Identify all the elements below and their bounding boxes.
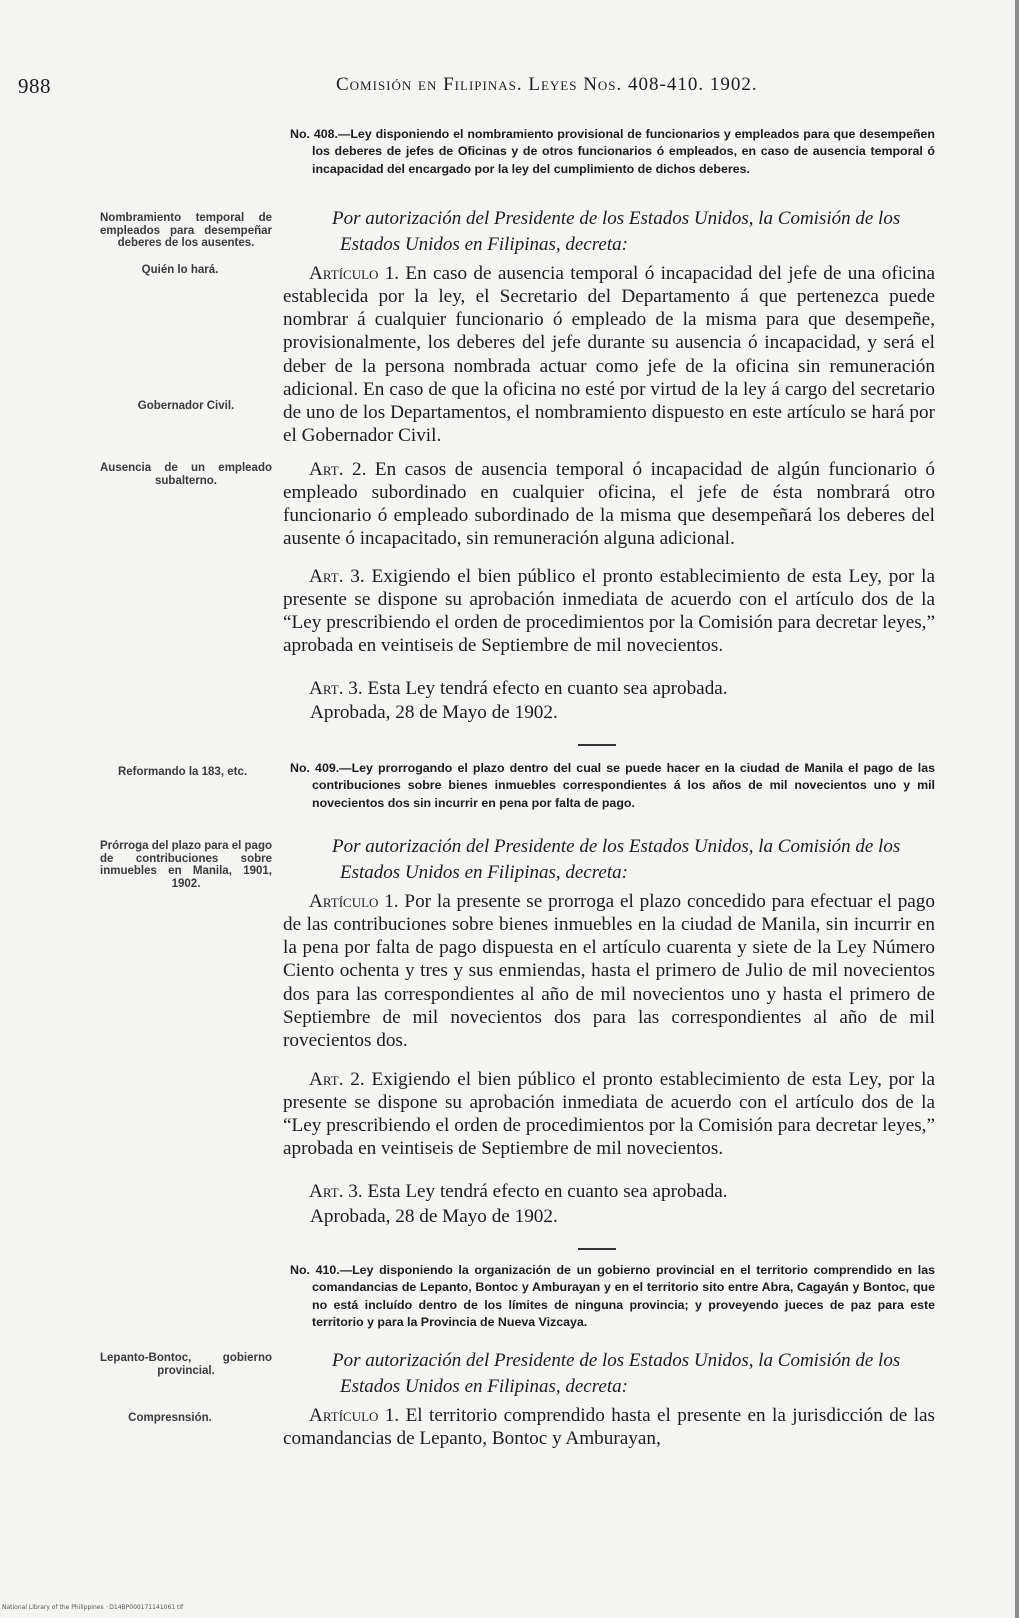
margin-note-civil-governor: Gobernador Civil. — [137, 400, 235, 412]
section-divider — [578, 1248, 616, 1250]
article-text: Por la presente se prorroga el plazo concedido para efectuar el pago de las contribuciones sobre bienes inmuebles en la ciudad de Manila, sin incurrir en la pena por falta de pago dispuesta en el artículo cuarenta y siete de la Ley Número Ciento ochenta y tres y sus enmiendas, hasta el primero de Julio de mil novecientos dos para las correspondientes al año de mil novecientos uno y hasta el primero de Septiembre de mil novecientos dos para las correspondientes al año de mil rovecientos dos. — [283, 891, 935, 1051]
article-lead: Artículo 1. — [309, 263, 400, 284]
article-lead: Art. 3. — [309, 566, 365, 587]
article-lead: Artículo 1. — [309, 1405, 400, 1426]
law-409-article-3 — [283, 1180, 935, 1203]
law-408-decree: Por autorización del Presidente de los Estados Unidos, la Comisión de los Estados Unidos en Filipinas, decreta: — [332, 208, 901, 255]
law-409-decree: Por autorización del Presidente de los Estados Unidos, la Comisión de los Estados Unidos en Filipinas, decreta: — [332, 836, 901, 883]
law-408-article-3b — [283, 677, 935, 700]
article-text: Exigiendo el bien público el pronto establecimiento de esta Ley, por la presente se dispone su aprobación inmediata de acuerdo con el artículo dos de la “Ley prescribiendo el orden de procedimientos por la Comisión para decretar leyes,” aprobada en veintiseis de Septiembre de mil novecientos. — [283, 1069, 935, 1160]
margin-note-who: Quién lo hará. — [141, 264, 219, 276]
margin-note-subordinate-absence: Ausencia de un empleado subalterno. — [100, 462, 272, 487]
law-408-article-2 — [283, 458, 935, 551]
article-lead: Art. 2. — [309, 459, 367, 480]
law-408-article-3 — [283, 565, 935, 658]
page-number: 988 — [18, 74, 51, 98]
article-text: En caso de ausencia temporal ó incapacidad del jefe de una oficina establecida por la ley, el Secretario del Departamento á que pertenezca puede nombrar á cualquier funcionario ó empleado de la misma para que desempeñe, provisionalmente, los deberes del jefe durante su ausencia ó incapacidad, y será el deber de la persona nombrada actuar como jefe de la oficina sin remuneración adicional. En caso de que la oficina no esté por virtud de la ley á cargo del secretario de uno de los Departamentos, el nombramiento dispuesto en este artículo se hará por el Gobernador Civil. — [283, 263, 936, 447]
article-text: Esta Ley tendrá efecto en cuanto sea aprobada. — [362, 1181, 728, 1202]
law-409-article-1 — [283, 890, 935, 1052]
law-408-heading: No. 408.—Ley disponiendo el nombramiento provisional de funcionarios y empleados para que desempeñen los deberes de jefes de Oficinas y de otros funcionarios ó empleados, en caso de ausencia temporal ó incapacidad del encargado por la ley del cumplimiento de dichos deberes. — [290, 127, 935, 176]
running-title: Comisión en Filipinas. Leyes Nos. 408-410. 1902. — [336, 74, 758, 95]
section-divider — [578, 744, 616, 746]
article-text: El territorio comprendido hasta el presente en la jurisdicción de las comandancias de Lepanto, Bontoc y Amburayan, — [283, 1405, 936, 1450]
scan-footer: National Library of the Philippines · D14BP000171141061 tif — [2, 1604, 184, 1611]
law-408-approved: Aprobada, 28 de Mayo de 1902. — [310, 702, 558, 723]
margin-note-comprehension: Compresnsión. — [128, 1412, 212, 1424]
margin-note-amending-183: Reformando la 183, etc. — [117, 766, 248, 778]
margin-note-temporary-appointment: Nombramiento temporal de empleados para desempeñar deberes de los ausentes. — [100, 212, 272, 250]
article-lead: Art. 2. — [309, 1069, 365, 1090]
law-410-heading: No. 410.—Ley disponiendo la organización de un gobierno provincial en el territorio comprendido en las comandancias de Lepanto, Bontoc y Amburayan y en el territorio sito entre Abra, Cagayán y Bontoc, que no está incluído dentro de los límites de ninguna provincia; y proveyendo jueces de paz para este territorio y para la Provincia de Nueva Vizcaya. — [290, 1263, 935, 1329]
margin-note-tax-extension: Prórroga del plazo para el pago de contribuciones sobre inmuebles en Manila, 1901, 1902. — [100, 840, 272, 890]
article-lead: Art. 3. — [309, 678, 363, 699]
margin-note-lepanto-bontoc: Lepanto-Bontoc, gobierno provincial. — [100, 1352, 272, 1377]
article-lead: Art. 3. — [309, 1181, 363, 1202]
article-lead: Artículo 1. — [309, 891, 399, 912]
article-text: Esta Ley tendrá efecto en cuanto sea aprobada. — [362, 678, 728, 699]
law-408-article-1 — [283, 262, 935, 447]
page-edge — [1015, 0, 1019, 1618]
law-409-approved: Aprobada, 28 de Mayo de 1902. — [310, 1206, 558, 1227]
law-410-article-1 — [283, 1404, 935, 1450]
law-410-decree: Por autorización del Presidente de los Estados Unidos, la Comisión de los Estados Unidos en Filipinas, decreta: — [332, 1350, 901, 1397]
article-text: Exigiendo el bien público el pronto establecimiento de esta Ley, por la presente se dispone su aprobación inmediata de acuerdo con el artículo dos de la “Ley prescribiendo el orden de procedimientos por la Comisión para decretar leyes,” aprobada en veintiseis de Septiembre de mil novecientos. — [283, 566, 935, 657]
article-text: En casos de ausencia temporal ó incapacidad de algún funcionario ó empleado subordinado en cualquier oficina, el jefe de ésta nombrará otro funcionario ó empleado subordinado de la misma que desempeñará los deberes del ausente ó incapacitado, sin remuneración alguna adicional. — [283, 459, 935, 550]
law-409-heading: No. 409.—Ley prorrogando el plazo dentro del cual se puede hacer en la ciudad de Manila el pago de las contribuciones sobre bienes inmuebles correspondientes á los años de mil novecientos uno y mil novecientos dos sin incurrir en pena por falta de pago. — [290, 761, 935, 810]
law-409-article-2 — [283, 1068, 935, 1161]
